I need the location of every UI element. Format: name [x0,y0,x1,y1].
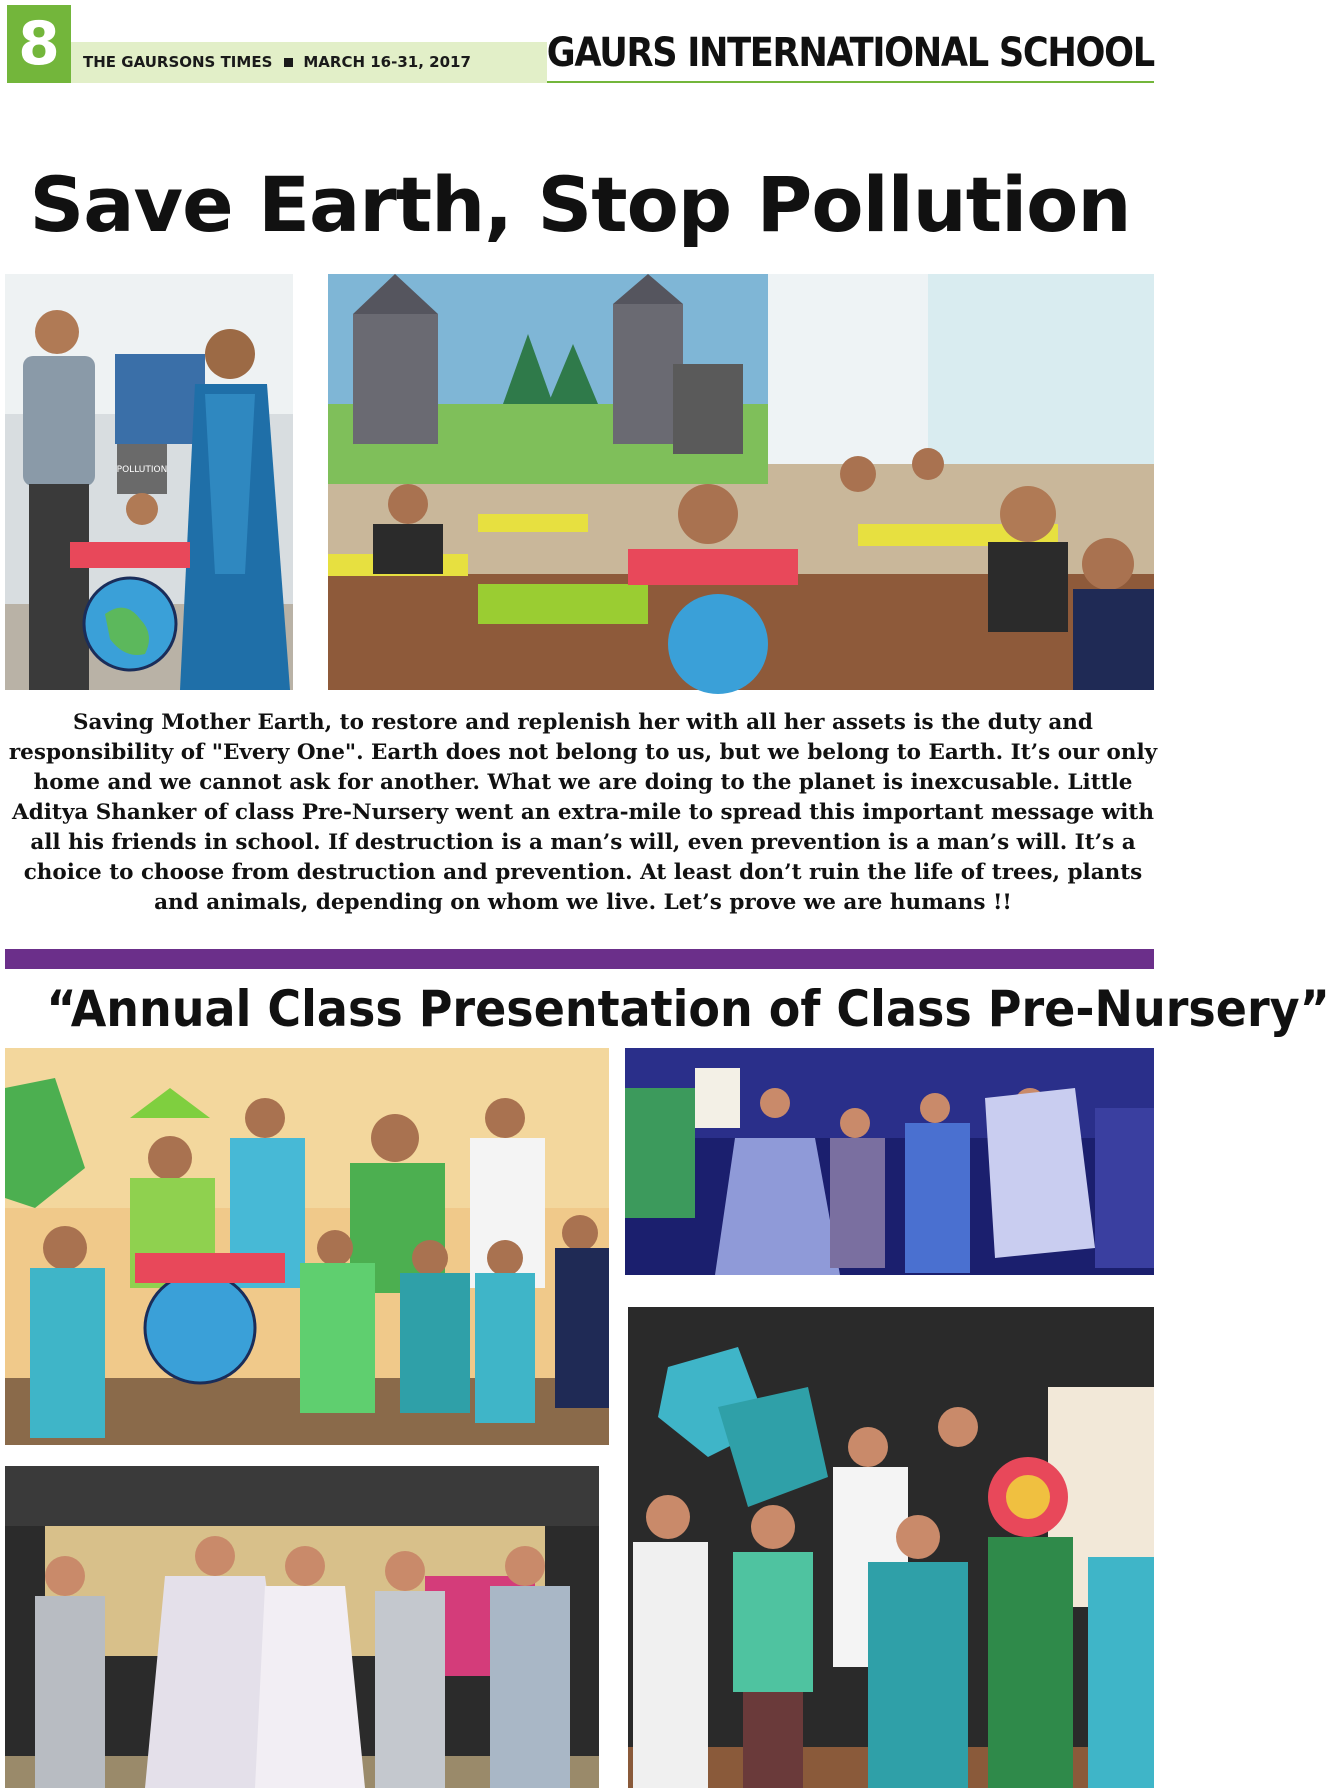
photo-flower-costumes [628,1307,1154,1788]
photo-silver-costumes [5,1466,599,1788]
masthead-band [71,42,547,83]
article-headline: Save Earth, Stop Pollution [29,160,1131,249]
photo-blue-stage [625,1048,1154,1275]
article-body: Saving Mother Earth, to restore and replenish her with all her assets is the duty and responsibility of "Every One". Earth does not belong to us, but we belong to Earth. It’s our only home and we cannot ask for another. What we are doing to the planet is inexcusable. Little Aditya Shanker of class Pre-Nursery went an extra-mile to spread this important message with all his friends in school. If destruction is a man’s will, even prevention is a man’s will. It’s a choice to choose from destruction and prevention. At least don’t ruin the life of trees, plants and animals, depending on whom we live. Let’s prove we are humans !! [8,710,1158,915]
section-divider [5,949,1154,969]
issue-date: MARCH 16-31, 2017 [303,53,471,71]
photo-stage-group [5,1048,609,1445]
section-headline: “Annual Class Presentation of Class Pre-Nursery” [46,980,1330,1038]
publication-name: THE GAURSONS TIMES [83,53,273,71]
header-rule [547,81,1154,83]
page-number: 8 [7,5,71,83]
photo-classroom [328,274,1154,690]
school-name: GAURS INTERNATIONAL SCHOOL [546,30,1154,76]
photo-adults-with-child [5,274,293,690]
costume-sign-text: POLLUTION [116,465,168,475]
separator-square-icon [284,58,293,67]
